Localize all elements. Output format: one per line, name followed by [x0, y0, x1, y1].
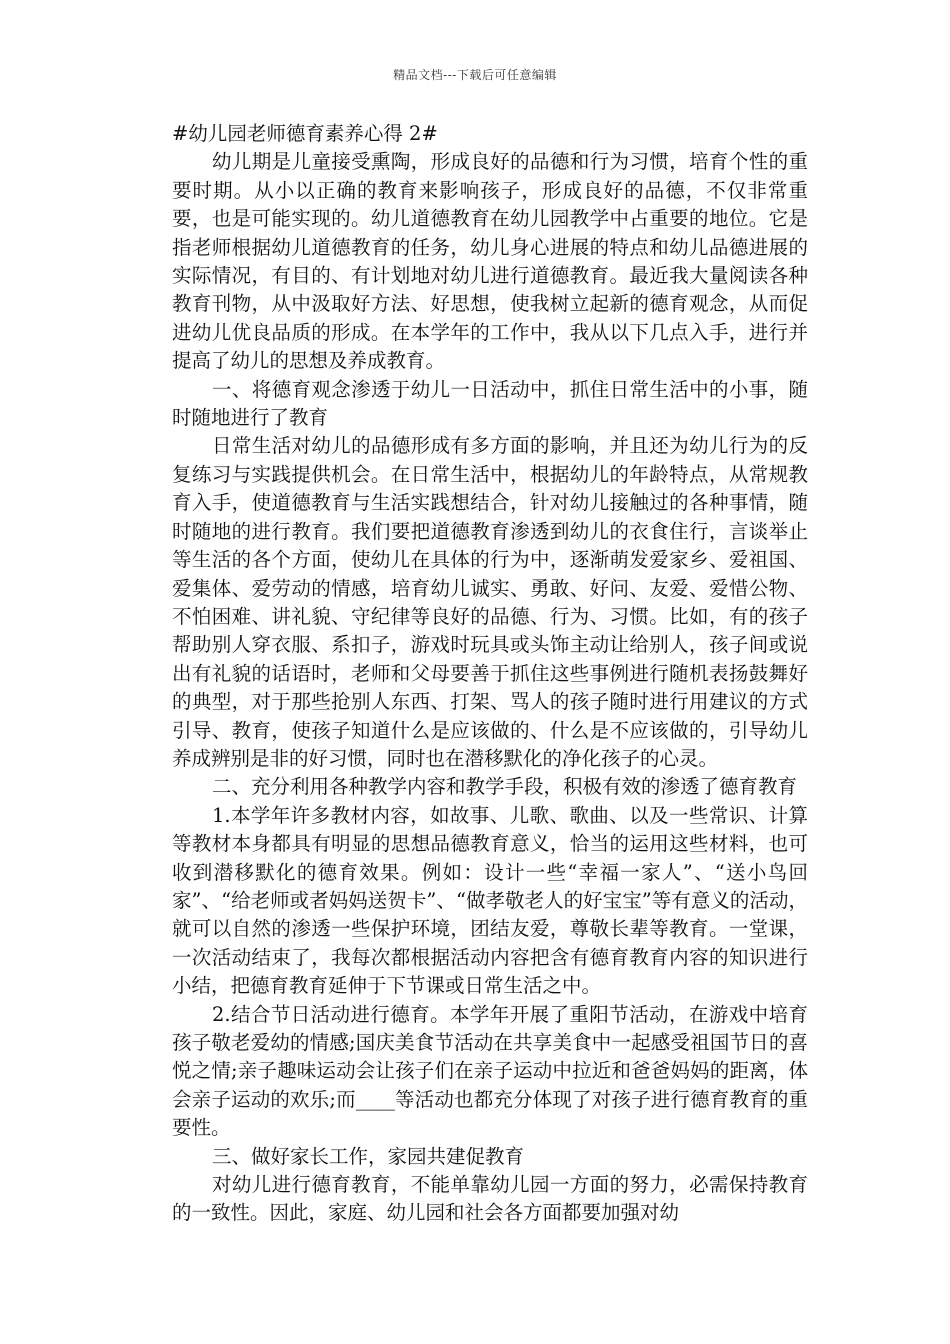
page-header: 精品文档---下载后可任意编辑	[393, 68, 557, 82]
section-heading-2: 二、充分利用各种教学内容和教学手段，积极有效的渗透了德育教育	[212, 775, 798, 799]
document-title: #幼儿园老师德育素养心得 2#	[172, 122, 438, 145]
paragraph-festival-activities: 2.结合节日活动进行德育。本学年开展了重阳节活动，在游戏中培育孩子敬老爱幼的情感;国庆美食节活动在共享美食中一起感受祖国节日的喜悦之情;亲子趣味运动会让孩子们在亲子运动中拉近和爸爸妈妈的距离，体会亲子运动的欢乐;而____等活动也都充分体现了对孩子进行德育教育的重要性。	[172, 1002, 808, 1140]
paragraph-daily-life: 日常生活对幼儿的品德形成有多方面的影响，并且还为幼儿行为的反复练习与实践提供机会。在日常生活中，根据幼儿的年龄特点，从常规教育入手，使道德教育与生活实践想结合，针对幼儿接触过的各种事情，随时随地的进行教育。我们要把道德教育渗透到幼儿的衣食住行，言谈举止等生活的各个方面，使幼儿在具体的行为中，逐渐萌发爱家乡、爱祖国、爱集体、爱劳动的情感，培育幼儿诚实、勇敢、好问、友爱、爱惜公物、不怕困难、讲礼貌、守纪律等良好的品德、行为、习惯。比如，有的孩子帮助别人穿衣服、系扣子，游戏时玩具或头饰主动让给别人，孩子间或说出有礼貌的话语时，老师和父母要善于抓住这些事例进行随机表扬鼓舞好的典型，对于那些抢别人东西、打架、骂人的孩子随时进行用建议的方式引导、教育，使孩子知道什么是应该做的、什么是不应该做的，引导幼儿养成辨别是非的好习惯，同时也在潜移默化的净化孩子的心灵。	[172, 434, 808, 770]
document-body	[172, 120, 808, 1228]
section-heading-1: 一、将德育观念渗透于幼儿一日活动中，抓住日常生活中的小事，随时随地进行了教育	[172, 377, 808, 430]
paragraph-parent-work: 对幼儿进行德育教育，不能单靠幼儿园一方面的努力，必需保持教育的一致性。因此，家庭、幼儿园和社会各方面都要加强对幼	[172, 1173, 808, 1225]
paragraph-intro: 幼儿期是儿童接受熏陶，形成良好的品德和行为习惯，培育个性的重要时期。从小以正确的教育来影响孩子，形成良好的品德，不仅非常重要，也是可能实现的。幼儿道德教育在幼儿园教学中占重要的地位。它是指老师根据幼儿道德教育的任务，幼儿身心进展的特点和幼儿品德进展的实际情况，有目的、有计划地对幼儿进行道德教育。最近我大量阅读各种教育刊物，从中汲取好方法、好思想，使我树立起新的德育观念，从而促进幼儿优良品质的形成。在本学年的工作中，我从以下几点入手，进行并提高了幼儿的思想及养成教育。	[172, 150, 808, 373]
paragraph-teaching-materials: 1.本学年许多教材内容，如故事、儿歌、歌曲、以及一些常识、计算等教材本身都具有明显的思想品德教育意义，恰当的运用这些材料，也可收到潜移默化的德育效果。例如：设计一些“幸福一家人”、“送小鸟回家”、“给老师或者妈妈送贺卡”、“做孝敬老人的好宝宝”等有意义的活动，就可以自然的渗透一些保护环境，团结友爱，尊敬长辈等教育。一堂课，一次活动结束了，我每次都根据活动内容把含有德育教育内容的知识进行小结，把德育教育延伸于下节课或日常生活之中。	[172, 803, 808, 998]
section-heading-3: 三、做好家长工作，家园共建促教育	[212, 1144, 525, 1168]
